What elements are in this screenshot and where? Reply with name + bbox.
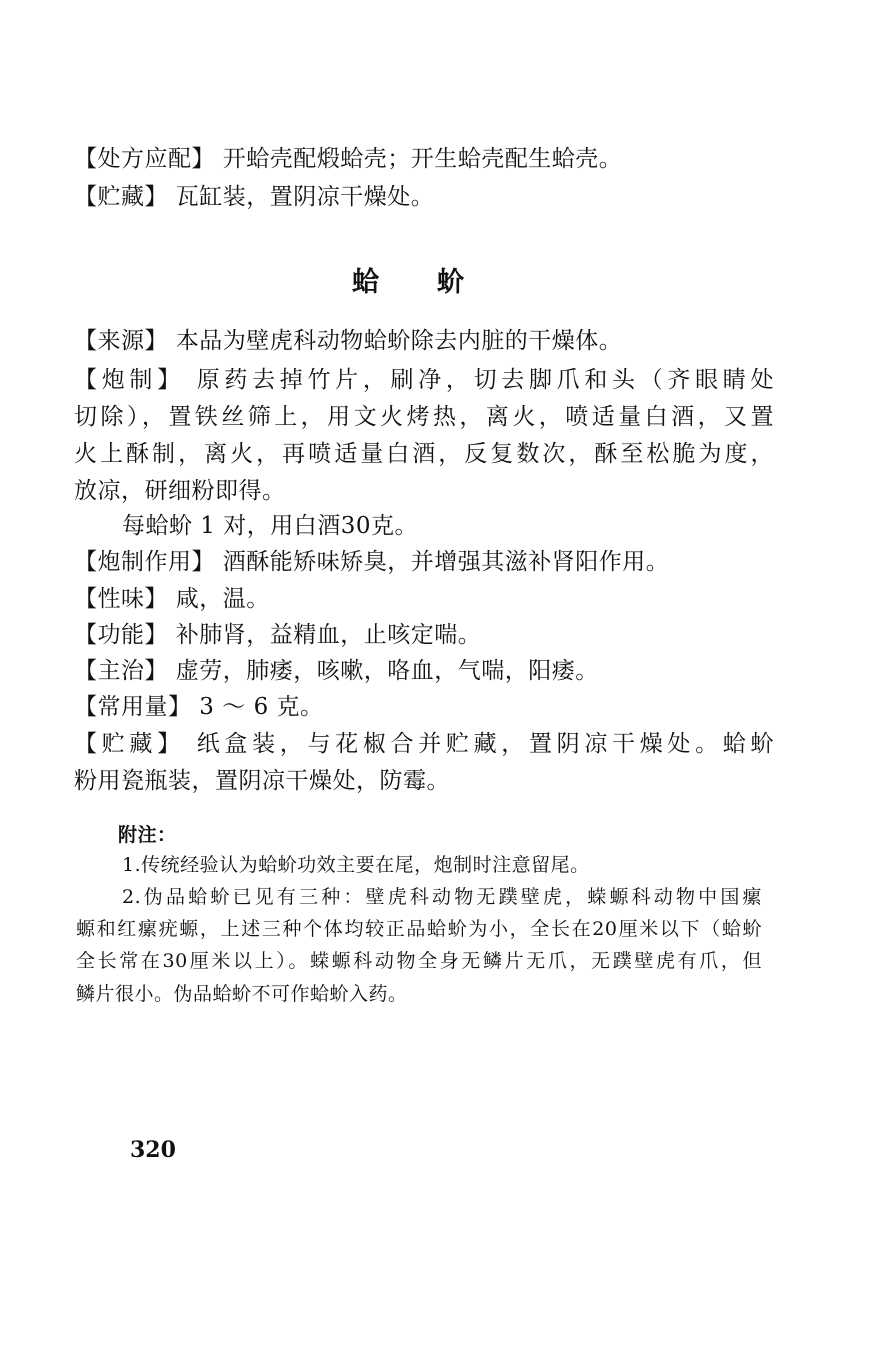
processing-line-4: 放凉，研细粉即得。 (74, 478, 286, 504)
note-2-line-3: 全长常在30厘米以上）。蝾螈科动物全身无鳞片无爪，无蹼壁虎有爪，但 (76, 950, 762, 972)
page-number: 320 (130, 1137, 176, 1163)
prescription-line: 【处方应配】 开蛤壳配煅蛤壳；开生蛤壳配生蛤壳。 (74, 146, 623, 172)
storage-line-2: 粉用瓷瓶装，置阴凉干燥处，防霉。 (74, 768, 450, 794)
processing-ratio: 每蛤蚧 1 对，用白酒30克。 (122, 513, 419, 539)
indication-line: 【主治】 虚劳，肺痿，咳嗽，咯血，气喘，阳痿。 (74, 658, 599, 684)
section-title: 蛤蚧 (352, 267, 522, 298)
function-line: 【功能】 补肺肾，益精血，止咳定喘。 (74, 622, 482, 648)
processing-line-2: 切除），置铁丝筛上，用文火烤热，离火，喷适量白酒，又置 (74, 404, 774, 430)
note-2-line-2: 螈和红瘰疣螈，上述三种个体均较正品蛤蚧为小，全长在20厘米以下（蛤蚧 (76, 918, 762, 940)
note-2-line-4: 鳞片很小。伪品蛤蚧不可作蛤蚧入药。 (76, 983, 408, 1005)
note-2-line-1: 2.伪品蛤蚧已见有三种：壁虎科动物无蹼壁虎，蝾螈科动物中国瘰 (122, 886, 762, 908)
taste-line: 【性味】 咸，温。 (74, 586, 270, 612)
processing-effect-line: 【炮制作用】 酒酥能矫味矫臭，并增强其滋补肾阳作用。 (74, 549, 670, 575)
source-line: 【来源】 本品为壁虎科动物蛤蚧除去内脏的干燥体。 (74, 328, 623, 354)
processing-line-1: 【炮制】 原药去掉竹片，刷净，切去脚爪和头（齐眼睛处 (74, 367, 774, 393)
storage-line-1: 【贮藏】 纸盒装，与花椒合并贮藏，置阴凉干燥处。蛤蚧 (74, 731, 774, 757)
processing-line-3: 火上酥制，离火，再喷适量白酒，反复数次，酥至松脆为度， (74, 441, 774, 467)
notes-heading: 附注： (118, 824, 177, 846)
note-1: 1.传统经验认为蛤蚧功效主要在尾，炮制时注意留尾。 (122, 854, 590, 876)
storage-line-top: 【贮藏】 瓦缸装，置阴凉干燥处。 (74, 184, 435, 210)
dosage-line: 【常用量】 3 ～ 6 克。 (74, 694, 324, 720)
